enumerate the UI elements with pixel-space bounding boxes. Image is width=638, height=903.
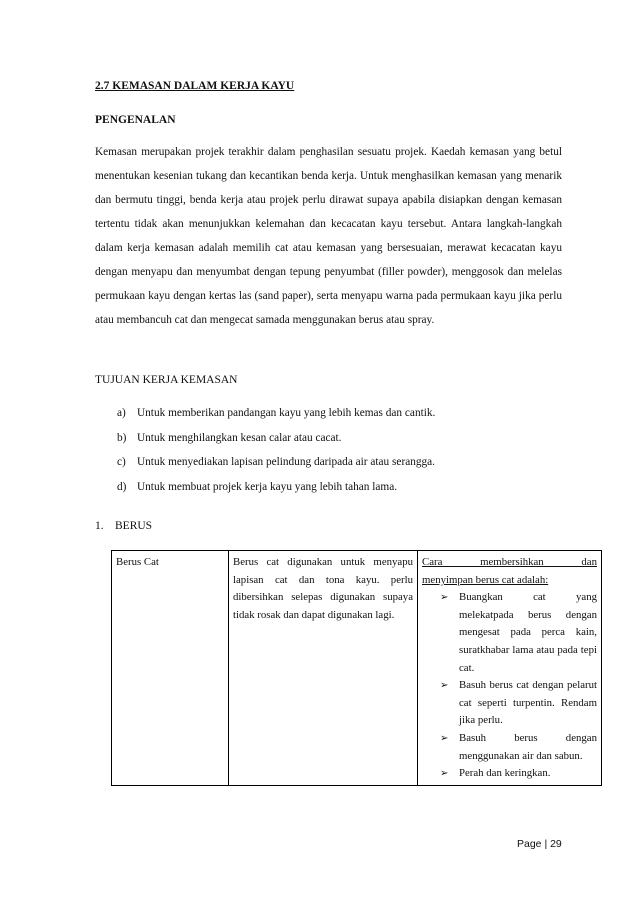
list-item-text: Untuk menyediakan lapisan pelindung daripada air atau serangga. [137,456,436,469]
arrow-bullet-icon: ➢ [440,592,449,604]
section-title-text: BERUS [115,520,153,532]
list-item [117,430,435,455]
list-marker: c) [117,456,126,469]
aim-heading: TUJUAN KERJA KEMASAN [95,374,238,386]
list-item [117,405,435,430]
brush-section-title [95,520,152,532]
table-cell-care [418,551,602,786]
arrow-bullet-icon: ➢ [440,768,449,780]
page-number: Page | 29 [517,838,562,850]
list-item-text: Untuk membuat projek kerja kayu yang lebih tahan lama. [137,480,398,493]
step-text: Basuh berus cat dengan pelarut cat seperti turpentin. Rendam jika perlu. [459,679,597,727]
table-cell-description [229,551,418,786]
brush-name: Berus Cat [116,556,159,568]
list-item [422,730,597,765]
step-text: Buangkan cat yang melekatpada berus dengan mengesat pada perca kain, suratkhabar lama atau pada tepi cat. [459,591,597,674]
section-heading: 2.7 KEMASAN DALAM KERJA KAYU [95,80,295,92]
step-text: Perah dan keringkan. [459,767,551,780]
intro-heading: PENGENALAN [95,114,176,126]
arrow-bullet-icon: ➢ [440,680,449,692]
list-item [117,454,435,479]
table-row [112,551,602,786]
list-marker: a) [117,407,126,419]
list-item [422,765,597,783]
list-marker: b) [117,431,127,444]
section-number: 1. [95,520,104,532]
brush-table [111,550,602,786]
list-item-text: Untuk menghilangkan kesan calar atau cacat. [137,431,342,444]
list-item [422,589,597,677]
table-cell-name [112,551,229,786]
care-title-line2: menyimpan berus cat adalah: [422,573,549,586]
arrow-bullet-icon: ➢ [440,732,449,744]
list-marker: d) [117,480,127,493]
list-item [422,677,597,730]
care-steps [422,589,597,783]
list-item-text: Untuk memberikan pandangan kayu yang lebih kemas dan cantik. [137,407,436,419]
list-item [117,479,435,504]
brush-description: Berus cat digunakan untuk menyapu lapisan cat dan tona kayu. perlu dibersihkan selepas digunakan supaya tidak rosak dan dapat digunakan lagi. [233,556,413,621]
aim-list [117,405,435,503]
step-text: Basuh berus dengan menggunakan air dan sabun. [459,731,597,762]
intro-paragraph: Kemasan merupakan projek terakhir dalam penghasilan sesuatu projek. Kaedah kemasan yang betul menentukan kesenian tukang dan kecantikan benda kerja. Untuk menghasilkan kemasan yang menarik dan bermutu tinggi, benda kerja atau projek perlu dirawat supaya apabila disiapkan dengan kemasan tertentu tidak akan menunjukkan kelemahan dan kecacatan kayu tersebut. Antara langkah-langkah dalam kerja kemasan adalah memilih cat atau kemasan yang bersesuaian, merawat kecacatan kayu dengan menyapu dan menyumbat dengan tepung penyumbat (filler powder), menggosok dan melelas permukaan kayu dengan kertas las (sand paper), serta menyapu warna pada permukaan kayu jika perlu atau membancuh cat dan mengecat samada menggunakan berus atau spray. [95,146,562,326]
care-title-line1: Cara membersihkan dan [422,556,597,568]
